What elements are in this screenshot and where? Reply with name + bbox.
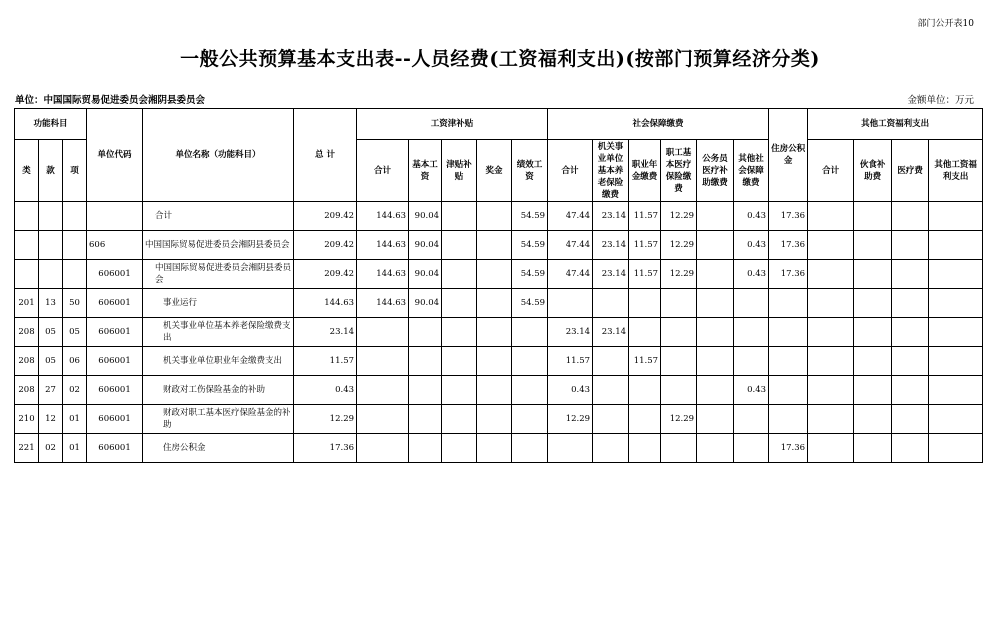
cell-housing: 17.36	[769, 202, 808, 231]
cell-wage-sum	[357, 434, 409, 463]
cell-social-sum: 47.44	[548, 202, 593, 231]
cell-social-annuity	[629, 289, 661, 318]
cell-social-civil	[697, 260, 734, 289]
cell-unit-name: 财政对职工基本医疗保险基金的补助	[143, 405, 294, 434]
cell-wage-sum	[357, 318, 409, 347]
cell-other-sum	[808, 231, 854, 260]
cell-unit-name: 合计	[143, 202, 294, 231]
cell-xiang: 01	[63, 405, 87, 434]
cell-wage-perf: 54.59	[512, 260, 548, 289]
header-other-sum: 合计	[808, 140, 854, 202]
cell-social-civil	[697, 289, 734, 318]
header-wage-basic: 基本工资	[409, 140, 442, 202]
cell-wage-sum	[357, 376, 409, 405]
cell-wage-perf: 54.59	[512, 289, 548, 318]
cell-social-pension: 23.14	[593, 260, 629, 289]
cell-other-med	[892, 260, 929, 289]
cell-other-med	[892, 405, 929, 434]
cell-total: 12.29	[294, 405, 357, 434]
cell-housing: 17.36	[769, 434, 808, 463]
cell-wage-bonus	[477, 434, 512, 463]
cell-wage-bonus	[477, 318, 512, 347]
cell-wage-perf: 54.59	[512, 231, 548, 260]
cell-xiang	[63, 231, 87, 260]
cell-other-meal	[854, 231, 892, 260]
cell-wage-perf	[512, 347, 548, 376]
cell-other-med	[892, 202, 929, 231]
cell-other-other	[929, 260, 983, 289]
cell-wage-basic	[409, 318, 442, 347]
cell-social-sum	[548, 434, 593, 463]
table-row	[15, 202, 983, 231]
cell-wage-perf	[512, 405, 548, 434]
cell-other-meal	[854, 405, 892, 434]
cell-social-annuity	[629, 376, 661, 405]
cell-total: 23.14	[294, 318, 357, 347]
cell-unit-code: 606001	[87, 434, 143, 463]
cell-social-pension	[593, 434, 629, 463]
cell-other-other	[929, 434, 983, 463]
cell-wage-sum: 144.63	[357, 231, 409, 260]
cell-other-other	[929, 202, 983, 231]
cell-social-sum: 47.44	[548, 231, 593, 260]
table-body	[15, 202, 983, 463]
cell-xiang: 01	[63, 434, 87, 463]
cell-social-sum: 0.43	[548, 376, 593, 405]
header-wage-allow: 津贴补贴	[442, 140, 477, 202]
cell-social-annuity: 11.57	[629, 202, 661, 231]
cell-other-other	[929, 318, 983, 347]
cell-lei: 221	[15, 434, 39, 463]
cell-social-medical: 12.29	[661, 405, 697, 434]
header-total: 总 计	[294, 109, 357, 202]
cell-unit-code	[87, 202, 143, 231]
cell-other-sum	[808, 376, 854, 405]
cell-social-medical	[661, 289, 697, 318]
header-social-annuity: 职业年金缴费	[629, 140, 661, 202]
cell-lei: 208	[15, 318, 39, 347]
cell-social-pension: 23.14	[593, 231, 629, 260]
cell-social-annuity: 11.57	[629, 347, 661, 376]
cell-unit-code: 606001	[87, 376, 143, 405]
cell-social-medical	[661, 434, 697, 463]
header-unit-name: 单位名称（功能科目）	[143, 109, 294, 202]
cell-social-annuity: 11.57	[629, 260, 661, 289]
cell-wage-perf	[512, 318, 548, 347]
cell-social-other: 0.43	[734, 231, 769, 260]
cell-other-sum	[808, 405, 854, 434]
cell-other-other	[929, 405, 983, 434]
cell-social-annuity	[629, 434, 661, 463]
cell-social-other: 0.43	[734, 202, 769, 231]
cell-other-sum	[808, 260, 854, 289]
cell-social-sum	[548, 289, 593, 318]
cell-lei: 208	[15, 376, 39, 405]
cell-unit-name: 中国国际贸易促进委员会湘阴县委员会	[143, 260, 294, 289]
cell-wage-bonus	[477, 289, 512, 318]
cell-social-medical	[661, 318, 697, 347]
cell-social-pension	[593, 289, 629, 318]
cell-xiang: 02	[63, 376, 87, 405]
cell-social-other: 0.43	[734, 260, 769, 289]
cell-lei: 208	[15, 347, 39, 376]
cell-xiang: 50	[63, 289, 87, 318]
cell-wage-bonus	[477, 405, 512, 434]
cell-other-med	[892, 376, 929, 405]
cell-social-pension	[593, 405, 629, 434]
cell-wage-basic: 90.04	[409, 231, 442, 260]
cell-lei	[15, 260, 39, 289]
cell-kuan: 12	[39, 405, 63, 434]
cell-wage-basic	[409, 376, 442, 405]
header-other-med: 医疗费	[892, 140, 929, 202]
cell-other-med	[892, 231, 929, 260]
table-row	[15, 289, 983, 318]
cell-wage-bonus	[477, 347, 512, 376]
cell-other-sum	[808, 289, 854, 318]
cell-total: 0.43	[294, 376, 357, 405]
cell-other-sum	[808, 202, 854, 231]
cell-housing	[769, 347, 808, 376]
cell-other-med	[892, 434, 929, 463]
cell-wage-sum: 144.63	[357, 202, 409, 231]
cell-xiang	[63, 260, 87, 289]
header-wage-group: 工资津补贴	[357, 109, 548, 140]
header-wage-bonus: 奖金	[477, 140, 512, 202]
cell-wage-perf	[512, 376, 548, 405]
header-other-group: 其他工资福利支出	[808, 109, 983, 140]
cell-unit-code: 606001	[87, 260, 143, 289]
cell-social-civil	[697, 376, 734, 405]
cell-housing	[769, 289, 808, 318]
report-number: 部门公开表10	[917, 19, 974, 29]
cell-unit-code: 606001	[87, 289, 143, 318]
cell-social-sum: 11.57	[548, 347, 593, 376]
cell-other-sum	[808, 318, 854, 347]
cell-xiang	[63, 202, 87, 231]
cell-wage-sum	[357, 405, 409, 434]
header-func: 功能科目	[15, 109, 87, 140]
cell-social-medical: 12.29	[661, 202, 697, 231]
cell-unit-code: 606001	[87, 318, 143, 347]
cell-xiang: 06	[63, 347, 87, 376]
cell-wage-bonus	[477, 202, 512, 231]
cell-other-med	[892, 347, 929, 376]
cell-total: 209.42	[294, 231, 357, 260]
cell-wage-bonus	[477, 231, 512, 260]
cell-other-meal	[854, 434, 892, 463]
cell-social-other	[734, 318, 769, 347]
cell-housing	[769, 405, 808, 434]
cell-lei	[15, 231, 39, 260]
cell-lei	[15, 202, 39, 231]
unit-label: 单位：中国国际贸易促进委员会湘阴县委员会	[15, 95, 206, 106]
cell-other-sum	[808, 347, 854, 376]
header-wage-sum: 合计	[357, 140, 409, 202]
cell-wage-basic	[409, 434, 442, 463]
cell-unit-name: 财政对工伤保险基金的补助	[143, 376, 294, 405]
cell-other-other	[929, 347, 983, 376]
cell-social-medical: 12.29	[661, 231, 697, 260]
cell-kuan: 27	[39, 376, 63, 405]
cell-housing: 17.36	[769, 260, 808, 289]
cell-kuan: 13	[39, 289, 63, 318]
cell-housing	[769, 318, 808, 347]
cell-social-annuity	[629, 318, 661, 347]
cell-xiang: 05	[63, 318, 87, 347]
table-row	[15, 318, 983, 347]
cell-social-sum: 12.29	[548, 405, 593, 434]
cell-other-meal	[854, 202, 892, 231]
cell-lei: 210	[15, 405, 39, 434]
cell-social-other: 0.43	[734, 376, 769, 405]
cell-unit-name: 住房公积金	[143, 434, 294, 463]
cell-wage-basic: 90.04	[409, 289, 442, 318]
table-row	[15, 434, 983, 463]
cell-total: 11.57	[294, 347, 357, 376]
cell-social-medical	[661, 376, 697, 405]
cell-other-meal	[854, 318, 892, 347]
cell-total: 144.63	[294, 289, 357, 318]
header-row-group	[15, 109, 983, 140]
cell-social-civil	[697, 434, 734, 463]
cell-other-other	[929, 376, 983, 405]
cell-other-other	[929, 231, 983, 260]
cell-wage-allow	[442, 347, 477, 376]
cell-kuan	[39, 260, 63, 289]
money-unit-label: 金额单位：万元	[907, 95, 974, 106]
cell-unit-code: 606001	[87, 347, 143, 376]
cell-wage-allow	[442, 318, 477, 347]
table-row	[15, 405, 983, 434]
cell-other-other	[929, 289, 983, 318]
cell-unit-code: 606	[87, 231, 143, 260]
cell-social-pension: 23.14	[593, 202, 629, 231]
cell-social-other	[734, 289, 769, 318]
cell-wage-basic	[409, 347, 442, 376]
cell-social-annuity	[629, 405, 661, 434]
cell-wage-sum: 144.63	[357, 289, 409, 318]
cell-social-pension	[593, 376, 629, 405]
header-xiang: 项	[63, 140, 87, 202]
cell-other-meal	[854, 289, 892, 318]
cell-unit-name: 机关事业单位基本养老保险缴费支出	[143, 318, 294, 347]
cell-wage-allow	[442, 260, 477, 289]
cell-lei: 201	[15, 289, 39, 318]
table-row	[15, 347, 983, 376]
cell-wage-basic: 90.04	[409, 260, 442, 289]
cell-total: 17.36	[294, 434, 357, 463]
cell-social-medical	[661, 347, 697, 376]
cell-kuan: 02	[39, 434, 63, 463]
cell-wage-allow	[442, 289, 477, 318]
cell-wage-allow	[442, 434, 477, 463]
cell-housing: 17.36	[769, 231, 808, 260]
page-title: 一般公共预算基本支出表--人员经费(工资福利支出)(按部门预算经济分类)	[180, 48, 820, 70]
cell-unit-code: 606001	[87, 405, 143, 434]
cell-kuan	[39, 231, 63, 260]
cell-kuan: 05	[39, 318, 63, 347]
cell-other-meal	[854, 260, 892, 289]
cell-wage-allow	[442, 405, 477, 434]
header-kuan: 款	[39, 140, 63, 202]
cell-total: 209.42	[294, 202, 357, 231]
header-social-medical: 职工基本医疗保险缴费	[661, 140, 697, 202]
table-row	[15, 376, 983, 405]
cell-unit-name: 机关事业单位职业年金缴费支出	[143, 347, 294, 376]
cell-social-other	[734, 347, 769, 376]
cell-housing	[769, 376, 808, 405]
header-social-other: 其他社会保障缴费	[734, 140, 769, 202]
cell-social-other	[734, 434, 769, 463]
header-housing: 住房公积金	[769, 109, 808, 202]
cell-social-civil	[697, 231, 734, 260]
cell-social-pension: 23.14	[593, 318, 629, 347]
cell-social-annuity: 11.57	[629, 231, 661, 260]
header-unit-code: 单位代码	[87, 109, 143, 202]
cell-wage-sum: 144.63	[357, 260, 409, 289]
cell-social-civil	[697, 347, 734, 376]
header-other-meal: 伙食补助费	[854, 140, 892, 202]
cell-unit-name: 事业运行	[143, 289, 294, 318]
header-social-group: 社会保障缴费	[548, 109, 769, 140]
header-wage-perf: 绩效工资	[512, 140, 548, 202]
cell-other-sum	[808, 434, 854, 463]
header-social-pension: 机关事业单位基本养老保险缴费	[593, 140, 629, 202]
cell-wage-perf: 54.59	[512, 202, 548, 231]
cell-wage-allow	[442, 202, 477, 231]
cell-total: 209.42	[294, 260, 357, 289]
header-social-civil: 公务员医疗补助缴费	[697, 140, 734, 202]
cell-wage-allow	[442, 376, 477, 405]
cell-social-other	[734, 405, 769, 434]
cell-wage-allow	[442, 231, 477, 260]
cell-wage-bonus	[477, 260, 512, 289]
cell-other-meal	[854, 376, 892, 405]
cell-social-civil	[697, 405, 734, 434]
cell-kuan	[39, 202, 63, 231]
header-lei: 类	[15, 140, 39, 202]
cell-wage-sum	[357, 347, 409, 376]
cell-wage-bonus	[477, 376, 512, 405]
cell-kuan: 05	[39, 347, 63, 376]
cell-wage-basic	[409, 405, 442, 434]
budget-table	[14, 108, 983, 463]
table-row	[15, 260, 983, 289]
cell-social-sum: 23.14	[548, 318, 593, 347]
cell-other-meal	[854, 347, 892, 376]
cell-social-civil	[697, 202, 734, 231]
cell-social-medical: 12.29	[661, 260, 697, 289]
cell-other-med	[892, 318, 929, 347]
header-social-sum: 合计	[548, 140, 593, 202]
table-row	[15, 231, 983, 260]
cell-social-sum: 47.44	[548, 260, 593, 289]
cell-wage-basic: 90.04	[409, 202, 442, 231]
header-other-other: 其他工资福利支出	[929, 140, 983, 202]
cell-other-med	[892, 289, 929, 318]
cell-wage-perf	[512, 434, 548, 463]
cell-social-civil	[697, 318, 734, 347]
cell-unit-name: 中国国际贸易促进委员会湘阴县委员会	[143, 231, 294, 260]
cell-social-pension	[593, 347, 629, 376]
